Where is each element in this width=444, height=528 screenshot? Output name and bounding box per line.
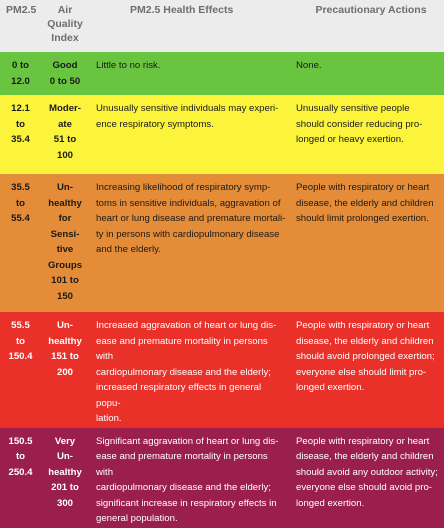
cell-line: 151 to	[51, 351, 79, 362]
cell-line: general population.	[96, 513, 178, 524]
cell-line: cardiopulmonary disease and the elderly;	[96, 366, 271, 378]
aqi-category-cell	[40, 174, 90, 312]
cell-line: everyone else should limit pro-	[296, 366, 427, 378]
cell-line: 55.5	[11, 320, 30, 331]
cell-line: Sensi-	[50, 228, 80, 240]
cell-line: 12.0	[11, 75, 30, 87]
cell-line: People with respiratory or heart	[296, 182, 430, 193]
cell-line: Good	[52, 60, 78, 71]
cell-line: 150	[56, 290, 73, 302]
health-effects-cell	[90, 428, 293, 528]
cell-line: should avoid prolonged exertion;	[296, 351, 435, 362]
table-row	[0, 174, 444, 312]
cell-line: People with respiratory or heart	[296, 435, 430, 447]
cell-line: 101 to	[51, 275, 79, 286]
pm-range-cell	[0, 312, 40, 428]
health-effects-cell	[90, 312, 293, 428]
pm-range-cell	[0, 174, 40, 312]
cell-line: 150.5	[8, 435, 33, 447]
cell-line: Groups	[47, 259, 83, 271]
cell-line: Unusually sensitive people	[296, 103, 410, 114]
cell-line: 55.4	[11, 213, 30, 224]
aqi-category-cell	[40, 428, 90, 528]
cell-line: 300	[56, 497, 73, 509]
cell-line: ty in persons with cardiopulmonary disease	[96, 228, 280, 240]
cell-line: ence respiratory symptoms.	[96, 118, 214, 130]
cell-line: Un-	[57, 320, 73, 331]
cell-line: significant increase in respiratory effects in	[96, 497, 277, 509]
cell-line: healthy	[48, 197, 82, 209]
cell-line: Very	[54, 435, 76, 447]
cell-line: Un-	[57, 451, 73, 462]
cell-line: Significant aggravation of heart or lung dis-	[96, 435, 279, 447]
table-row	[0, 312, 444, 428]
table-row	[0, 52, 444, 95]
cell-line: ease and premature mortality in persons with	[96, 451, 268, 478]
cell-line: longed exertion.	[296, 382, 365, 393]
cell-line: Unusually sensitive individuals may experi-	[96, 103, 279, 114]
cell-line: everyone else should avoid pro-	[296, 482, 432, 493]
precautionary-actions-cell	[293, 428, 444, 528]
precautionary-actions-cell	[293, 52, 444, 95]
cell-line: People with respiratory or heart	[296, 320, 430, 331]
cell-line: 0 to 50	[49, 75, 81, 87]
aqi-category-cell	[40, 52, 90, 95]
header-pm: PM2.5	[6, 4, 37, 16]
cell-line: lation.	[96, 413, 122, 424]
cell-line: longed or heavy exertion.	[296, 134, 404, 145]
header-aqi: Air Quality Index	[47, 4, 83, 44]
pm-range-cell	[0, 428, 40, 528]
table-header-row	[0, 0, 444, 52]
cell-line: to	[15, 197, 26, 209]
health-effects-cell	[90, 174, 293, 312]
cell-line: Un-	[57, 182, 73, 193]
cell-line: tive	[56, 244, 74, 255]
cell-line: 201 to	[51, 482, 79, 493]
table-row	[0, 95, 444, 174]
cell-line: for	[58, 213, 72, 224]
cell-line: heart or lung disease and premature mortali-	[96, 213, 286, 224]
cell-line: Little to no risk.	[96, 60, 161, 71]
table-row	[0, 428, 444, 528]
cell-line: 35.4	[11, 134, 30, 145]
cell-line: 200	[56, 366, 73, 378]
pm-range-cell	[0, 52, 40, 95]
cell-line: to	[15, 451, 26, 462]
cell-line: 0 to	[11, 60, 30, 71]
precautionary-actions-cell	[293, 174, 444, 312]
cell-line: should limit prolonged exertion.	[296, 213, 429, 224]
header-precautionary-actions: Precautionary Actions	[315, 4, 427, 16]
cell-line: disease, the elderly and children	[296, 197, 434, 209]
cell-line: 150.4	[8, 351, 33, 362]
aqi-category-cell	[40, 312, 90, 428]
cell-line: 35.5	[11, 182, 30, 193]
cell-line: to	[15, 118, 26, 130]
cell-line: Increased aggravation of heart or lung dis-	[96, 320, 277, 331]
cell-line: and the elderly.	[96, 244, 161, 255]
cell-line: longed exertion.	[296, 497, 365, 509]
aqi-category-cell	[40, 95, 90, 174]
cell-line: toms in sensitive individuals, aggravation of	[96, 197, 281, 209]
cell-line: ease and premature mortality in persons with	[96, 335, 268, 362]
cell-line: increased respiratory effects in general popu-	[96, 382, 262, 409]
cell-line: should consider reducing pro-	[296, 118, 423, 130]
header-health-effects: PM2.5 Health Effects	[130, 4, 234, 16]
cell-line: disease, the elderly and children	[296, 451, 434, 462]
precautionary-actions-cell	[293, 312, 444, 428]
cell-line: healthy	[48, 466, 82, 478]
cell-line: Increasing likelihood of respiratory symp-	[96, 182, 271, 193]
cell-line: healthy	[48, 335, 82, 347]
cell-line: Moder-	[49, 103, 81, 114]
cell-line: 51 to	[53, 134, 77, 145]
cell-line: ate	[58, 118, 72, 130]
cell-line: to	[15, 335, 26, 347]
cell-line: cardiopulmonary disease and the elderly;	[96, 482, 271, 493]
health-effects-cell	[90, 95, 293, 174]
cell-line: disease, the elderly and children	[296, 335, 434, 347]
cell-line: None.	[296, 60, 322, 71]
precautionary-actions-cell	[293, 95, 444, 174]
cell-line: should avoid any outdoor activity;	[296, 466, 438, 478]
cell-line: 12.1	[11, 103, 30, 114]
cell-line: 250.4	[8, 466, 33, 478]
pm-range-cell	[0, 95, 40, 174]
cell-line: 100	[56, 149, 73, 161]
health-effects-cell	[90, 52, 293, 95]
